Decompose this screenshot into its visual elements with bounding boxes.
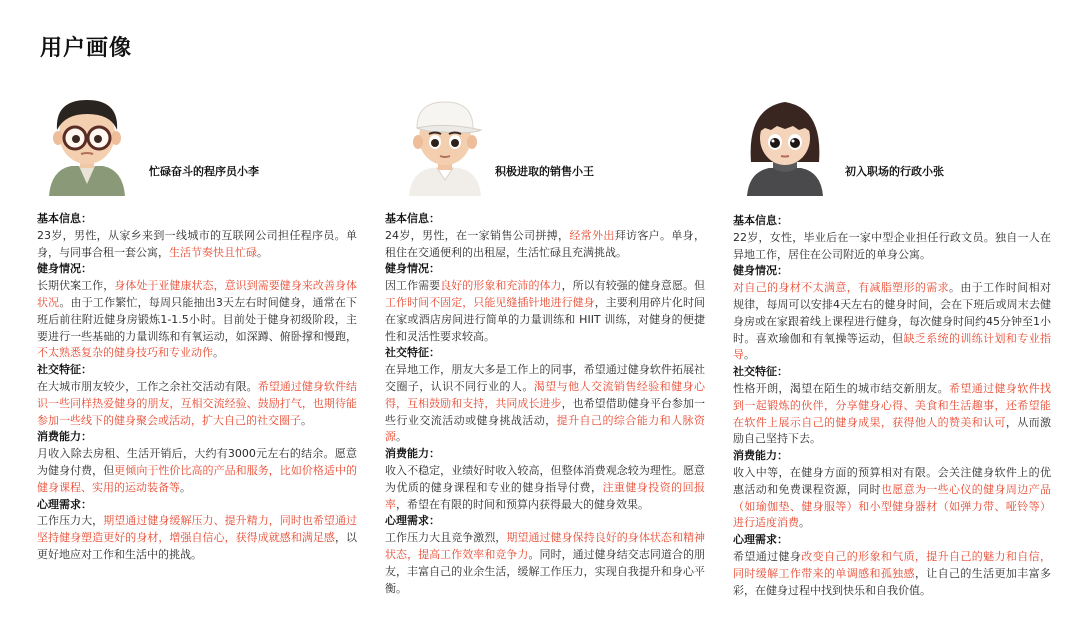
section-text: 收入不稳定，业绩好时收入较高，但整体消费观念较为理性。愿意为优质的健身课程和专业的健身指导付费，注重健身投资的回报率，希望在有限的时间和预算内获得最大的健身效果。 [385,463,706,511]
section-text: 希望通过健身改变自己的形象和气质，提升自己的魅力和自信，同时缓解工作带来的单调感和孤独感，让自己的生活更加丰富多彩，在健身过程中找到快乐和自我价值。 [733,549,1052,597]
persona-card-salesman [385,92,705,597]
section-title: 健身情况： [385,262,440,276]
section-title: 消费能力： [733,449,788,463]
section-title: 心理需求： [733,533,788,547]
office-clerk-avatar-icon [735,92,835,196]
section-text: 长期伏案工作，身体处于亚健康状态，意识到需要健身来改善身体状况。由于工作繁忙，每周只能抽出3天左右时间健身，通常在下班后前往附近健身房锻炼1-1.5小时。目前处于健身初级阶段，主要进行一些基础的力量训练和有氧运动，如深蹲、俯卧撑和慢跑，不太熟悉复杂的健身技巧和专业动作。 [37,279,357,360]
section-title: 消费能力： [385,447,440,461]
section-social [37,362,357,429]
section-title: 基本信息： [385,212,440,225]
section-text: 23岁，男性，从家乡来到一线城市的互联网公司担任程序员。单身，与同事合租一套公寓，生活节奏快且忙碌。 [37,228,357,259]
section-psychology [37,497,357,564]
section-title: 基本信息： [733,214,788,227]
section-basic-info [733,213,1051,263]
section-text: 工作压力大，期望通过健身缓解压力、提升精力，同时也希望通过坚持健身塑造更好的身材，增强自信心，获得成就感和满足感，以更好地应对工作和生活中的挑战。 [37,514,358,561]
section-title: 心理需求： [385,514,440,528]
section-text: 24岁，男性，在一家销售公司拼搏，经常外出拜访客户。单身，租住在交通便利的出租屋，生活忙碌且充满挑战。 [385,228,706,259]
page-title: 用户画像 [40,36,133,61]
section-title: 健身情况： [733,264,788,278]
section-psychology [733,532,1051,599]
persona-details [385,211,705,597]
persona-name: 忙碌奋斗的程序员小李 [149,165,259,178]
section-text: 在大城市朋友较少，工作之余社交活动有限。希望通过健身软件结识一些同样热爱健身的朋友，互相交流经验、鼓励打气，也期待能参加一些线下的健身聚会或活动，扩大自己的社交圈子。 [37,379,358,427]
section-text: 在异地工作，朋友大多是工作上的同事，希望通过健身软件拓展社交圈子，认识不同行业的人。渴望与他人交流销售经验和健身心得，互相鼓励和支持，共同成长进步，也希望借助健身平台参加一些行业交流活动或健身挑战活动，提升自己的综合能力和人脉资源。 [385,363,706,444]
persona-card-office-clerk [733,92,1051,599]
programmer-avatar-icon [37,92,137,196]
section-title: 消费能力： [37,430,92,444]
section-text: 22岁，女性，毕业后在一家中型企业担任行政文员。独自一人在异地工作，居住在公司附近的单身公寓。 [733,230,1051,261]
section-text: 工作压力大且竞争激烈，期望通过健身保持良好的身体状态和精神状态，提高工作效率和竞争力。同时，通过健身结交志同道合的朋友，丰富自己的业余生活，缓解工作压力，实现自我提升和身心平衡。 [385,531,706,595]
section-fitness [37,261,357,362]
section-spending [385,446,705,513]
section-social [733,364,1051,448]
salesman-avatar-icon [395,92,495,196]
section-title: 社交特征： [385,346,440,360]
section-title: 社交特征： [733,365,788,379]
section-title: 基本信息： [37,212,92,225]
section-spending [37,429,357,496]
section-social [385,345,705,446]
section-spending [733,448,1051,532]
section-psychology [385,513,705,597]
section-fitness [733,263,1051,364]
persona-name: 初入职场的行政小张 [845,165,944,178]
section-text: 月收入除去房租、生活开销后，大约有3000元左右的结余。愿意为健身付费，但更倾向于性价比高的产品和服务，比如价格适中的健身课程、实用的运动装备等。 [37,447,357,494]
section-basic-info [385,211,705,261]
persona-details [37,211,357,564]
persona-card-programmer [37,92,357,564]
section-basic-info [37,211,357,261]
section-text: 收入中等，在健身方面的预算相对有限。会关注健身软件上的优惠活动和免费课程资源，同时也愿意为一些心仪的健身周边产品（如瑜伽垫、健身服等）和小型健身器材（如弹力带、哑铃等）进行适度消费。 [733,465,1052,530]
persona-name: 积极进取的销售小王 [495,165,594,178]
section-title: 社交特征： [37,363,92,377]
section-text: 对自己的身材不太满意，有减脂塑形的需求。由于工作时间相对规律，每周可以安排4天左右的健身时间，会在下班后或周末去健身房或在家跟着线上课程进行健身，每次健身时间约45分钟至1小时。喜欢瑜伽和有氧操等运动，但缺乏系统的训练计划和专业指导。 [733,281,1052,362]
section-title: 健身情况： [37,262,92,276]
section-text: 因工作需要良好的形象和充沛的体力，所以有较强的健身意愿。但工作时间不固定，只能见缝插针地进行健身，主要利用碎片化时间在家或酒店房间进行简单的力量训练和 HIIT 训练，对健身的便捷性和灵活性要求较高。 [385,279,706,343]
section-title: 心理需求： [37,497,92,511]
section-text: 性格开朗，渴望在陌生的城市结交新朋友。希望通过健身软件找到一起锻炼的伙伴，分享健身心得、美食和生活趣事，还希望能在软件上展示自己的健身成果，获得他人的赞美和认可，从而激励自己坚持下去。 [733,381,1052,446]
persona-details [733,213,1051,599]
section-fitness [385,261,705,345]
